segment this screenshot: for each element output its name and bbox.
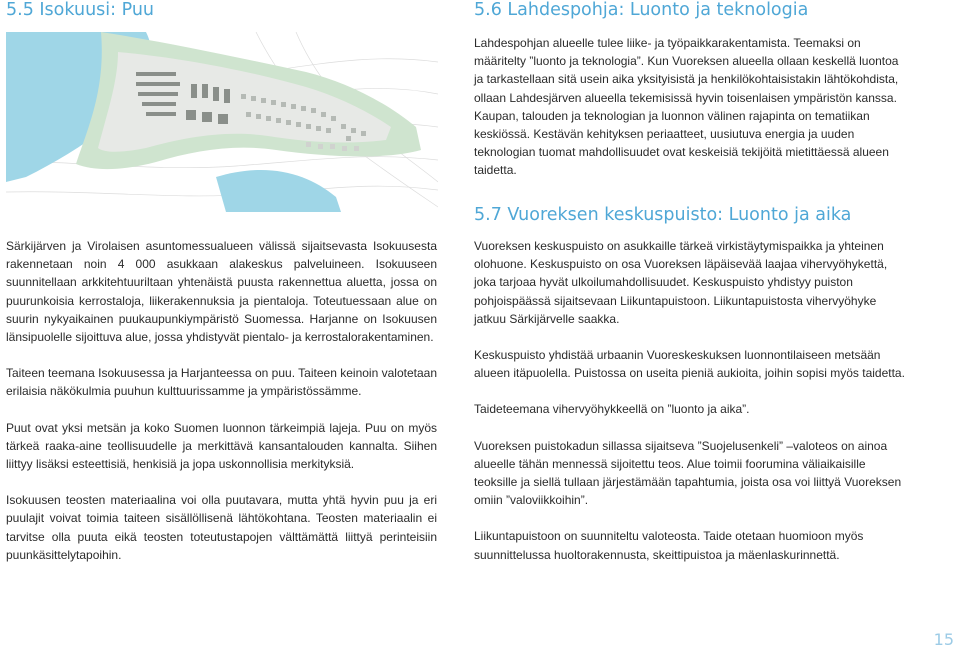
page-number: 15 xyxy=(933,630,954,649)
body-paragraph: Särkijärven ja Virolaisen asuntomessualueen välissä sijaitsevasta Isokuusesta rakennetaan noin 4 000 asukkaan alakeskus palveluineen. Isokuuseen suunnitellaan arkkitehtuuriltaan yhtenäistä puusta rakennettua aluetta, jossa on puurunkoisia kerrostaloja, liikerakennuksia ja pientaloja. Toteutuessaan alue on suurin nykyaikainen puukaupunkiympäristö Suomessa. Harjanne on Isokuusen länsipuolelle sijoittuva alue, jossa yhdistyvät pientalo- ja kerrostalorakentaminen. xyxy=(6,239,437,345)
body-paragraph: Vuoreksen keskuspuisto on asukkaille tärkeä virkistäytymispaikka ja yhteinen olohuone. Keskuspuisto on osa Vuoreksen läpäisevää laajaa vihervyöhykettä, joka tarjoaa hyvät ulkoilumahdollisuudet. Keskuspuisto yhdistyy puiston pohjoispäässä sijaitsevaan Liikuntapuistoon. Liikuntapuistosta vihervyöhyke jatkuu Särkijärvelle saakka. xyxy=(474,239,888,326)
body-paragraph: Keskuspuisto yhdistää urbaanin Vuoreskeskuksen luonnontilaiseen metsään alueen itäpuolella. Puistossa on useita pieniä aukioita, joihin sopisi myös taidetta. xyxy=(474,348,905,381)
section-heading-keskuspuisto: 5.7 Vuoreksen keskuspuisto: Luonto ja aika xyxy=(474,205,852,225)
body-paragraph: Liikuntapuistoon on suunniteltu valoteosta. Taide otetaan huomioon myös suunnittelussa huoltorakennusta, skeittipuistoa ja mäenlaskurinnettä. xyxy=(474,529,864,562)
left-column-text xyxy=(6,237,437,564)
body-paragraph: Puut ovat yksi metsän ja koko Suomen luonnon tärkeimpiä lajeja. Puu on myös tärkeä raaka-aine teollisuudelle ja merkittävä kansantalouden kannalta. Siihen liittyy lisäksi esteettisiä, henkisiä ja jopa uskonnollisia merkityksiä. xyxy=(6,420,437,472)
lahdespohja-text xyxy=(474,34,910,180)
body-paragraph: Taiteen teemana Isokuusessa ja Harjanteessa on puu. Taiteen keinoin valotetaan erilaisia näkökulmia puuhun kulttuurissamme ja ympäristössämme. xyxy=(6,366,437,399)
section-heading-lahdespohja: 5.6 Lahdespohja: Luonto ja teknologia xyxy=(474,0,809,20)
body-paragraph: Vuoreksen puistokadun sillassa sijaitseva ”Suojelusenkeli” –valoteos on ainoa alueelle tähän mennessä sijoitettu teos. Alue toimii foorumina väliaikaisille teoksille ja siellä tullaan järjestämään tapahtumia, joista osa voi liittyä Vuoreksen omiin ”valoviikkoihin”. xyxy=(474,438,902,508)
section-heading-isokuusi: 5.5 Isokuusi: Puu xyxy=(6,0,155,20)
body-paragraph: Isokuusen teosten materiaalina voi olla puutavara, mutta yhtä hyvin puu ja eri puulajit voivat toimia taiteen sisällöllisenä lähtökohtana. Teosten materiaalin ei tarvitse olla puuta eikä teosten toteutustapojen välttämättä liittyä perinteisiin puunkäsittelytapoihin. xyxy=(6,493,437,562)
keskuspuisto-text xyxy=(474,237,910,564)
body-paragraph: Taideteemana vihervyöhykkeellä on ”luonto ja aika”. xyxy=(474,402,750,417)
site-plan-map xyxy=(6,32,438,212)
body-paragraph: Lahdespohjan alueelle tulee liike- ja työpaikkarakentamista. Teemaksi on määritelty ”luonto ja teknologia”. Kun Vuoreksen alueella ollaan keskellä luontoa ja tarkastellaan sitä usein aika yksityisistä ja henkilökohtaisistakin lähtökohdista, ollaan Lahdesjärven alueella tekemisissä hyvin toisenlaisen ympäristön kanssa. Kaupan, talouden ja teknologian ja luonnon välinen rajapinta on tematiikan keskiössä. Kestävän kehityksen periaatteet, uusiutuva energia ja uuden teknologian tuomat mahdollisuudet ovat keskeisiä tekijöitä mietittäessä alueen taidetta. xyxy=(474,36,899,178)
